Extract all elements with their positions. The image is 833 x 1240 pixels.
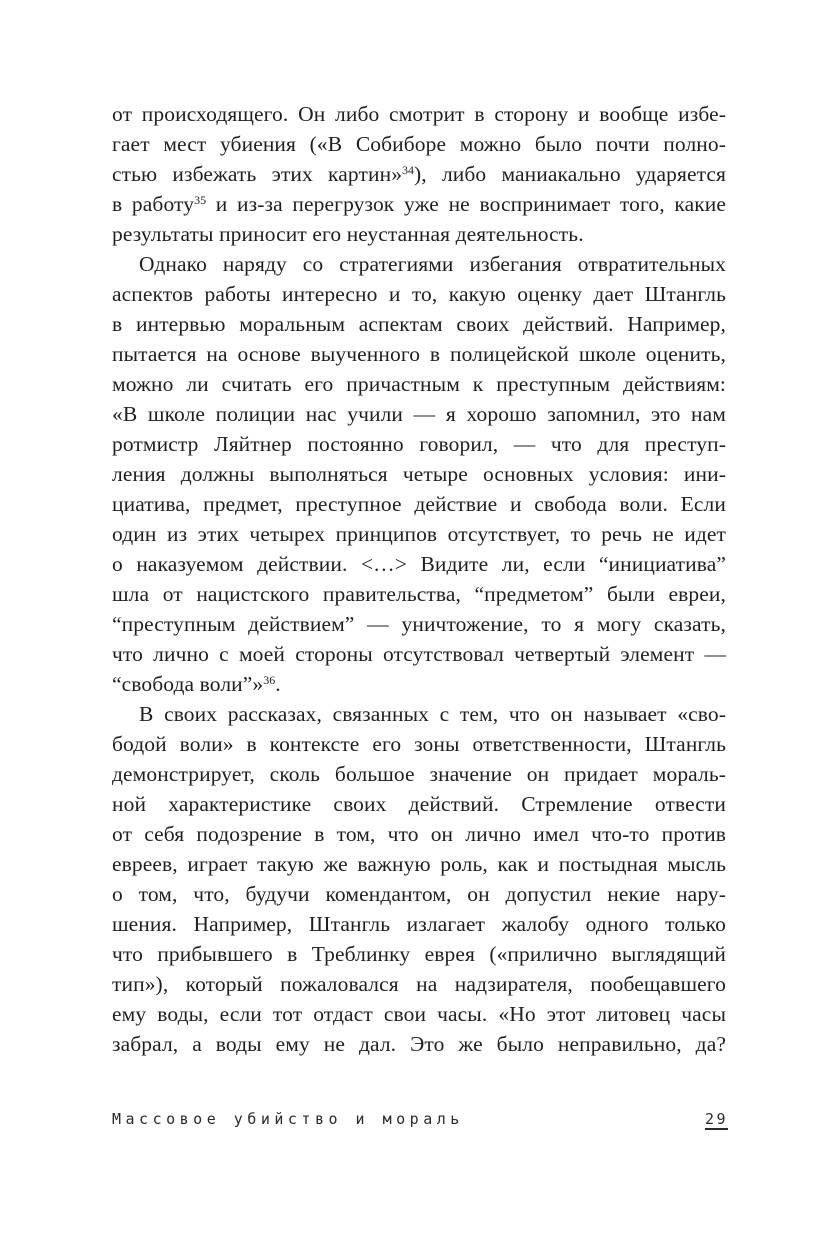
text-line: бодой воли» в контексте его зоны ответственности, Штангль [112,732,726,756]
text-block [112,99,726,1059]
text-line: циатива, предмет, преступное действие и свобода воли. Если [112,492,726,516]
text-line: «В школе полиции нас учили — я хорошо запомнил, это нам [112,402,726,426]
text-line: забрал, а воды ему не дал. Это же было неправильно, да? [112,1032,726,1056]
text-line: один из этих четырех принципов отсутствует, то речь не идет [112,522,726,546]
text-line: ления должны выполняться четыре основных условия: ини- [112,462,726,486]
text-line: аспектов работы интересно и то, какую оценку дает Штангль [112,282,726,306]
text-line: евреев, играет такую же важную роль, как и постыдная мысль [112,852,726,876]
text-line: демонстрирует, сколь большое значение он придает мораль- [112,762,726,786]
text-line: ротмистр Ляйтнер постоянно говорил, — что для преступ- [112,432,726,456]
paragraph [112,249,726,699]
page-footer [112,1110,728,1128]
text-line: что лично с моей стороны отсутствовал четвертый элемент — [112,642,726,666]
text-line: стью избежать этих картин»$^{34}$), либо маниакально ударяется [112,162,726,186]
text-line: от происходящего. Он либо смотрит в сторону и вообще избе- [112,102,726,126]
text-line: “преступным действием” — уничтожение, то я могу сказать, [112,612,726,636]
text-line: в работу$^{35}$ и из-за перегрузок уже не воспринимает того, какие [112,192,727,216]
text-line: о том, что, будучи комендантом, он допустил некие нару- [112,882,726,906]
text-line: о наказуемом действии. <…> Видите ли, если “инициатива” [112,552,726,576]
footnote-marker: 34 [402,163,415,178]
text-line: результаты приносит его неустанная деятельность. [112,222,584,246]
text-line: гает мест убиения («В Собиборе можно было почти полно- [112,132,726,156]
text-line: Однако наряду со стратегиями избегания отвратительных [139,252,726,276]
running-footer-title: Массовое убийство и мораль [112,1110,464,1128]
text-line: ной характеристике своих действий. Стремление отвести [112,792,726,816]
text-line: тип»), который пожаловался на надзирателя, пообещавшего [112,972,726,996]
text-line: шения. Например, Штангль излагает жалобу одного только [112,912,726,936]
text-line: можно ли считать его причастным к преступным действиям: [112,372,726,396]
text-line: шла от нацистского правительства, “предметом” были евреи, [112,582,726,606]
text-line: ему воды, если тот отдаст свои часы. «Но этот литовец часы [112,1002,726,1026]
footnote-marker: 36 [263,673,276,688]
page-number: 29 [704,1110,728,1128]
footnote-marker: 35 [194,193,207,208]
text-line: от себя подозрение в том, что он лично имел что-то против [112,822,726,846]
paragraph [112,699,726,1059]
text-line: пытается на основе выученного в полицейской школе оценить, [112,342,726,366]
text-line: в интервью моральным аспектам своих действий. Например, [112,312,726,336]
text-line: В своих рассказах, связанных с тем, что он называет «сво- [139,702,726,726]
text-line: “свобода воли”»$^{36}$. [112,672,281,696]
paragraph [112,99,726,249]
text-line: что прибывшего в Треблинку еврея («прилично выглядящий [112,942,726,966]
